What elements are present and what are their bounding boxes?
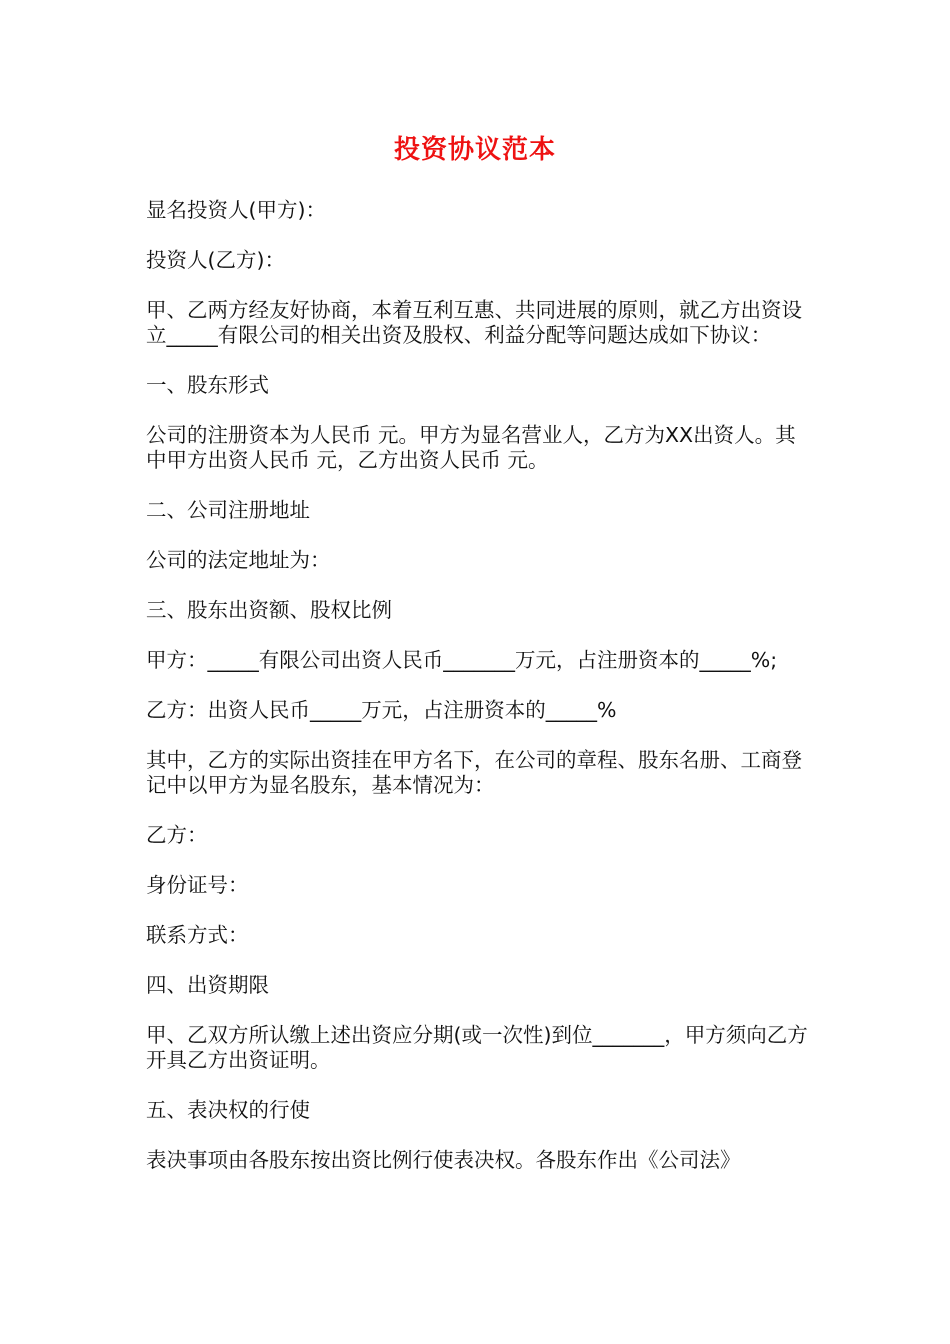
paragraph-address: 公司的法定地址为： bbox=[146, 548, 331, 572]
section-heading-3: 三、股东出资额、股权比例 bbox=[146, 598, 392, 622]
paragraph-capital: 公司的注册资本为人民币 元。甲方为显名营业人，乙方为XX出资人。其中甲方出资人民币 元，乙方出资人民币 元。 bbox=[146, 423, 796, 472]
field-id-number: 身份证号： bbox=[146, 873, 249, 897]
section-heading-1: 一、股东形式 bbox=[146, 373, 269, 397]
paragraph-party-a-share: 甲方：_____有限公司出资人民币_______万元，占注册资本的_____%; bbox=[146, 648, 778, 672]
field-contact: 联系方式： bbox=[146, 923, 249, 947]
section-heading-5: 五、表决权的行使 bbox=[146, 1098, 310, 1122]
paragraph-party-b-share: 乙方：出资人民币_____万元，占注册资本的_____% bbox=[146, 698, 617, 722]
paragraph-nominee: 其中，乙方的实际出资挂在甲方名下，在公司的章程、股东名册、工商登记中以甲方为显名股东，基本情况为： bbox=[146, 748, 802, 797]
party-b-line: 投资人(乙方)： bbox=[146, 248, 285, 272]
section-heading-4: 四、出资期限 bbox=[146, 973, 269, 997]
paragraph-term: 甲、乙双方所认缴上述出资应分期(或一次性)到位_______，甲方须向乙方开具乙方出资证明。 bbox=[146, 1023, 808, 1072]
document-body bbox=[146, 198, 810, 1198]
paragraph-voting: 表决事项由各股东按出资比例行使表决权。各股东作出《公司法》 bbox=[146, 1148, 741, 1172]
section-heading-2: 二、公司注册地址 bbox=[146, 498, 310, 522]
document-title: 投资协议范本 bbox=[393, 135, 556, 165]
field-party-b: 乙方： bbox=[146, 823, 208, 847]
party-a-line: 显名投资人(甲方)： bbox=[146, 198, 326, 222]
preamble-paragraph: 甲、乙两方经友好协商，本着互利互惠、共同进展的原则，就乙方出资设立_____有限公司的相关出资及股权、利益分配等问题达成如下协议： bbox=[146, 298, 802, 347]
